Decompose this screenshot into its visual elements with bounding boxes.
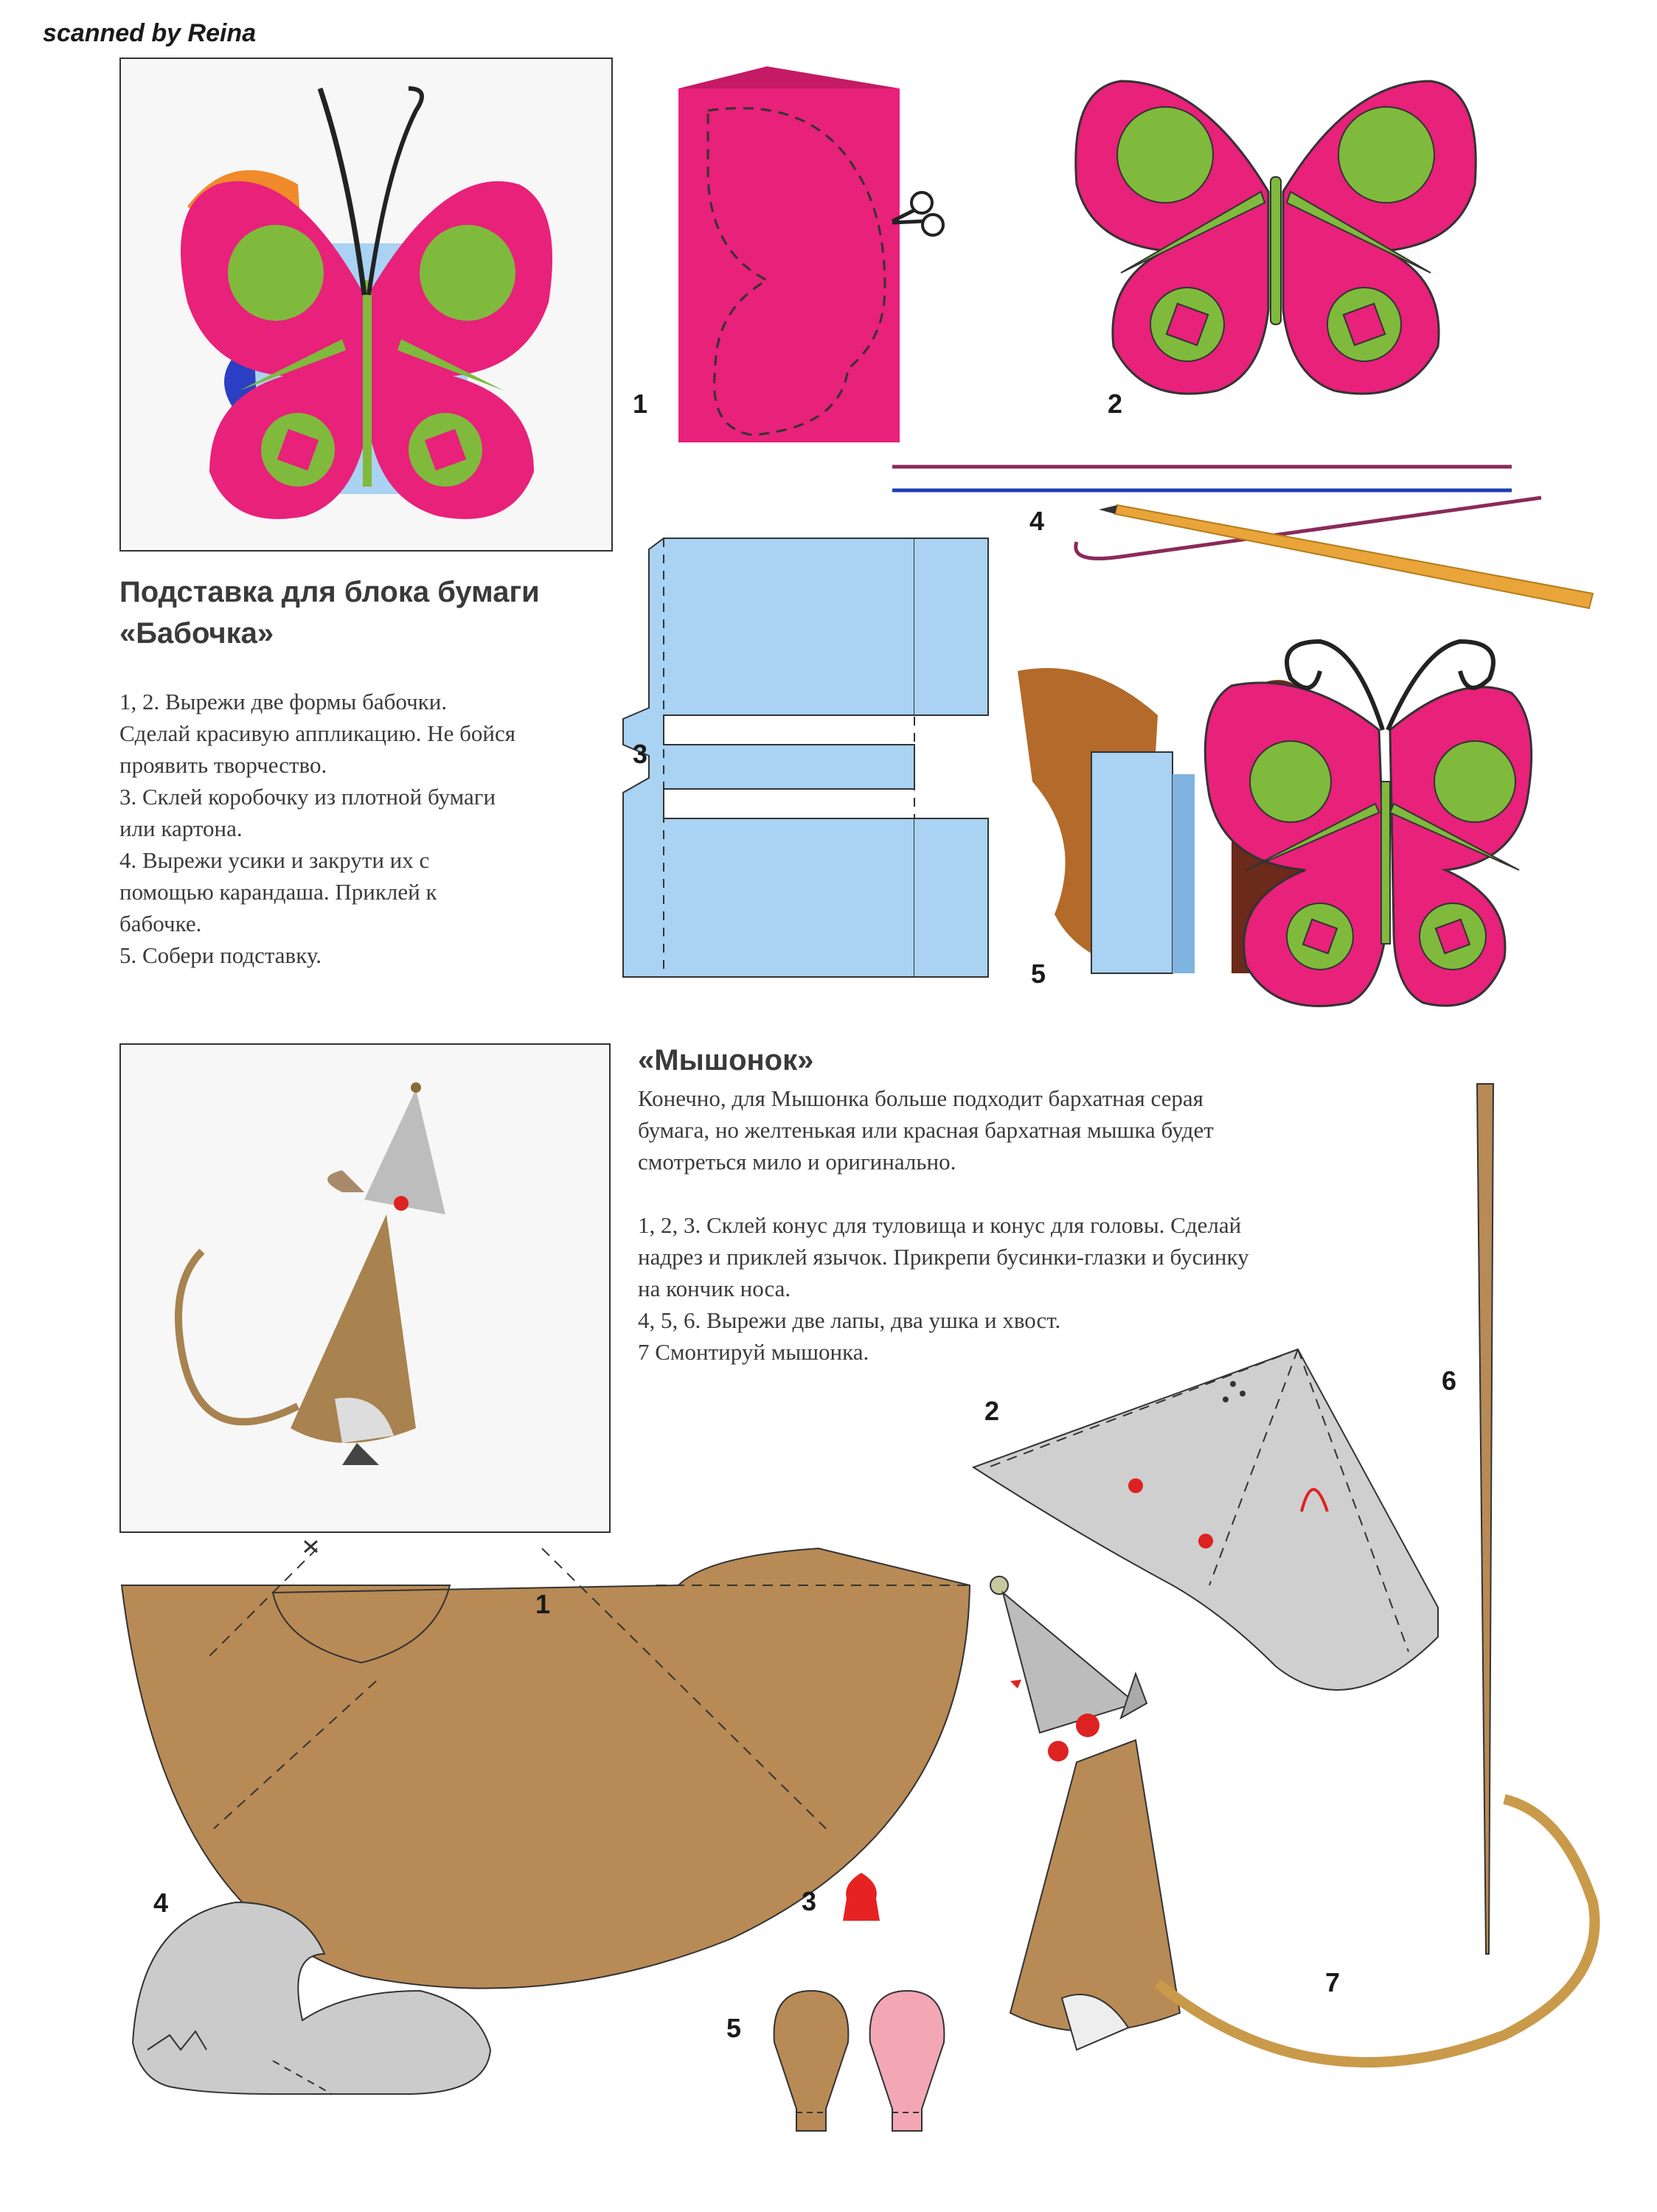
butterfly-stand-illustration bbox=[121, 59, 611, 550]
mouse-photo-illustration bbox=[121, 1045, 609, 1531]
mouse-step2-number: 2 bbox=[984, 1396, 1000, 1426]
butterfly-title-line2: «Бабочка» bbox=[119, 617, 274, 650]
mouse-intro-line: бумага, но желтенькая или красная бархатная мышка будет bbox=[638, 1117, 1214, 1143]
mouse-step-line: 4, 5, 6. Вырежи две лапы, два ушка и хвост. bbox=[638, 1307, 1061, 1333]
mouse-step7-assembled bbox=[988, 1571, 1622, 2087]
butterfly-instructions bbox=[119, 686, 621, 971]
butterfly-step3-number: 3 bbox=[633, 739, 648, 769]
butterfly-step1-number: 1 bbox=[633, 389, 648, 419]
mouse-step4-paw-template bbox=[125, 1873, 501, 2116]
mouse-step-line: 7 Смонтируй мышонка. bbox=[638, 1339, 869, 1365]
mouse-intro-line: смотреться мило и оригинально. bbox=[638, 1149, 956, 1175]
butterfly-step1-template bbox=[664, 59, 929, 457]
butterfly-step3-box-template bbox=[619, 535, 996, 984]
mouse-intro-line: Конечно, для Мышонка больше подходит бархатная серая bbox=[638, 1085, 1203, 1111]
butterfly-step-line: проявить творчество. bbox=[119, 752, 327, 778]
mouse-step-line: надрез и приклей язычок. Прикрепи бусинки-глазки и бусинку bbox=[638, 1244, 1249, 1270]
butterfly-step-line: 4. Вырежи усики и закрути их с bbox=[119, 847, 430, 873]
mouse-step7-number: 7 bbox=[1325, 1967, 1341, 1997]
butterfly-step-line: или картона. bbox=[119, 815, 243, 841]
butterfly-step5-number: 5 bbox=[1031, 959, 1046, 989]
scan-credit: scanned by Reina bbox=[43, 19, 257, 47]
butterfly-step-line: Сделай красивую аппликацию. Не бойся bbox=[119, 720, 515, 746]
mouse-step-line: на кончик носа. bbox=[638, 1276, 791, 1301]
butterfly-step-line: помощью карандаша. Приклей к bbox=[119, 879, 437, 905]
butterfly-title-line1: Подставка для блока бумаги bbox=[119, 576, 540, 608]
mouse-step4-number: 4 bbox=[153, 1888, 169, 1918]
mouse-step3-tongue bbox=[839, 1869, 883, 1928]
butterfly-step2-number: 2 bbox=[1108, 389, 1123, 419]
butterfly-step-line: 3. Склей коробочку из плотной бумаги bbox=[119, 784, 496, 810]
butterfly-step4-number: 4 bbox=[1029, 506, 1045, 536]
mouse-step1-number: 1 bbox=[535, 1589, 551, 1619]
scissors-icon bbox=[892, 192, 943, 235]
butterfly-photo bbox=[119, 58, 613, 552]
mouse-title: «Мышонок» bbox=[638, 1044, 814, 1077]
mouse-step5-number: 5 bbox=[726, 2013, 742, 2043]
butterfly-step-line: 1, 2. Вырежи две формы бабочки. bbox=[119, 689, 448, 714]
butterfly-step-line: 5. Собери подставку. bbox=[119, 942, 322, 968]
mouse-step-line: 1, 2, 3. Склей конус для туловища и конус для головы. Сделай bbox=[638, 1212, 1242, 1238]
mouse-step6-number: 6 bbox=[1442, 1366, 1457, 1396]
mouse-photo bbox=[119, 1043, 611, 1533]
mouse-intro bbox=[638, 1082, 1523, 1178]
butterfly-step2-flat bbox=[1062, 66, 1490, 413]
pencil-icon bbox=[1099, 505, 1593, 608]
butterfly-title bbox=[119, 571, 621, 654]
butterfly-step-line: бабочке. bbox=[119, 911, 202, 936]
mouse-step5-ears bbox=[767, 1983, 951, 2138]
mouse-step3-number: 3 bbox=[802, 1886, 817, 1916]
butterfly-step5-assembled bbox=[1010, 619, 1541, 1025]
